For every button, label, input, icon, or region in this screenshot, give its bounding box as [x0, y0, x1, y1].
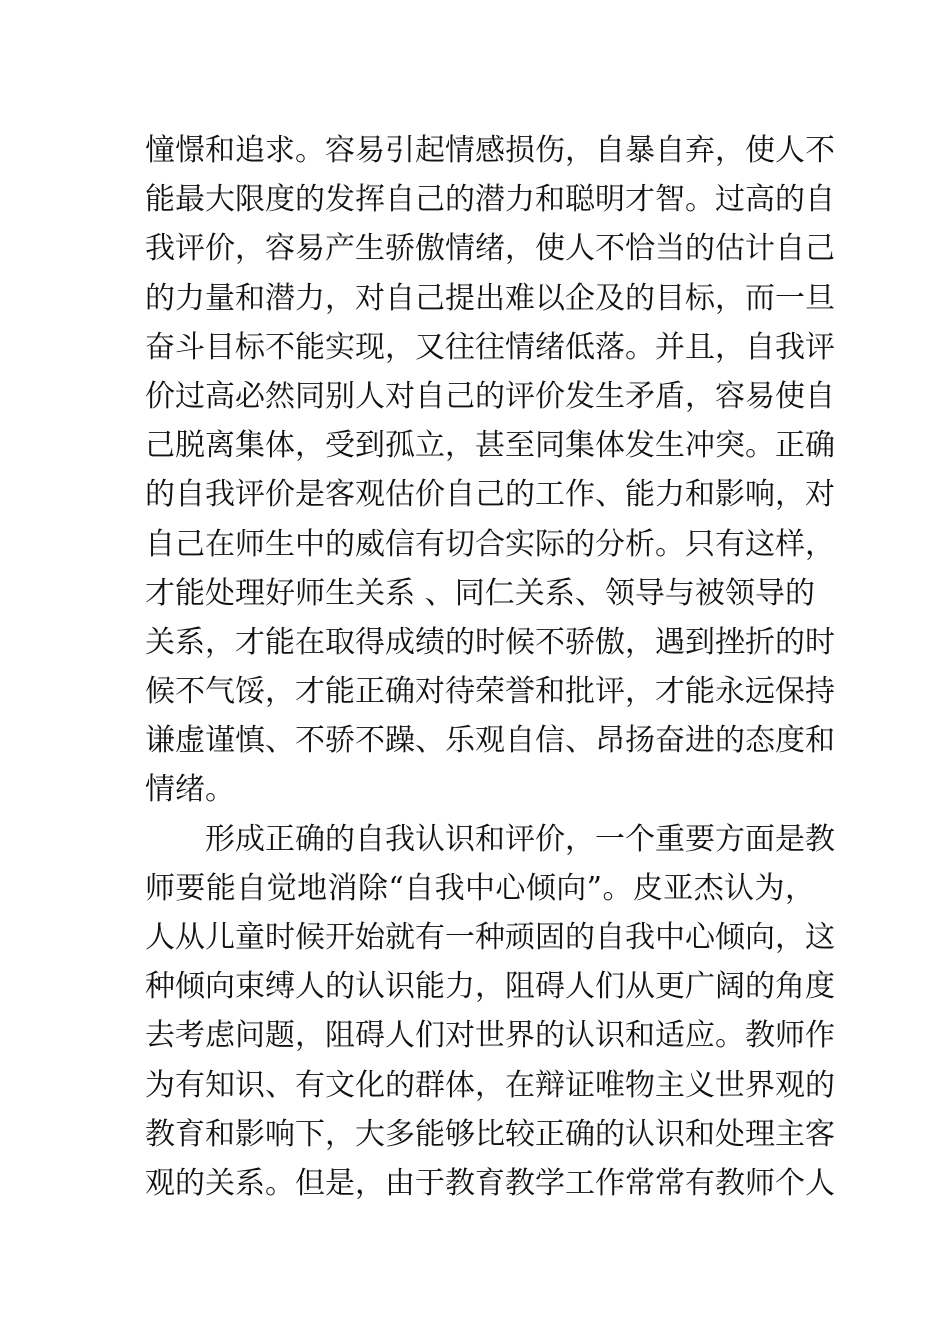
text-line: 自己在师生中的威信有切合实际的分析。只有这样， — [145, 526, 835, 562]
text-line: 教育和影响下，大多能够比较正确的认识和处理主客 — [145, 1116, 835, 1152]
text-line: 种倾向束缚人的认识能力，阻碍人们从更广阔的角度 — [145, 969, 835, 1005]
text-line: 的自我评价是客观估价自己的工作、能力和影响，对 — [145, 477, 835, 513]
text-line: 才能处理好师生关系 、同仁关系、领导与被领导的 — [145, 575, 815, 611]
text-line: 为有知识、有文化的群体，在辩证唯物主义世界观的 — [145, 1067, 835, 1103]
text-line: 去考虑问题，阻碍人们对世界的认识和适应。教师作 — [145, 1018, 835, 1054]
text-line: 能最大限度的发挥自己的潜力和聪明才智。过高的自 — [145, 182, 835, 218]
text-line: 的力量和潜力，对自己提出难以企及的目标，而一旦 — [145, 280, 835, 316]
text-line: 关系，才能在取得成绩的时候不骄傲，遇到挫折的时 — [145, 624, 835, 660]
text-line: 情绪。 — [145, 772, 235, 808]
text-line: 价过高必然同别人对自己的评价发生矛盾，容易使自 — [145, 378, 835, 414]
text-line: 形成正确的自我认识和评价，一个重要方面是教 — [205, 821, 835, 857]
text-line: 候不气馁，才能正确对待荣誉和批评，才能永远保持 — [145, 674, 835, 710]
text-line: 师要能自觉地消除“自我中心倾向”。皮亚杰认为， — [145, 870, 815, 906]
text-line: 奋斗目标不能实现，又往往情绪低落。并且，自我评 — [145, 329, 835, 365]
paragraph-1 — [145, 126, 835, 815]
paragraph-2 — [145, 815, 835, 1209]
text-line: 人从儿童时候开始就有一种顽固的自我中心倾向，这 — [145, 920, 835, 955]
text-line: 谦虚谨慎、不骄不躁、乐观自信、昂扬奋进的态度和 — [145, 723, 835, 759]
text-line: 我评价，容易产生骄傲情绪，使人不恰当的估计自己 — [145, 231, 835, 267]
text-line: 憧憬和追求。容易引起情感损伤，自暴自弃，使人不 — [145, 133, 835, 168]
body-text — [145, 126, 835, 1208]
text-line: 己脱离集体，受到孤立，甚至同集体发生冲突。正确 — [145, 428, 835, 464]
text-line: 观的关系。但是，由于教育教学工作常常有教师个人 — [145, 1165, 835, 1201]
